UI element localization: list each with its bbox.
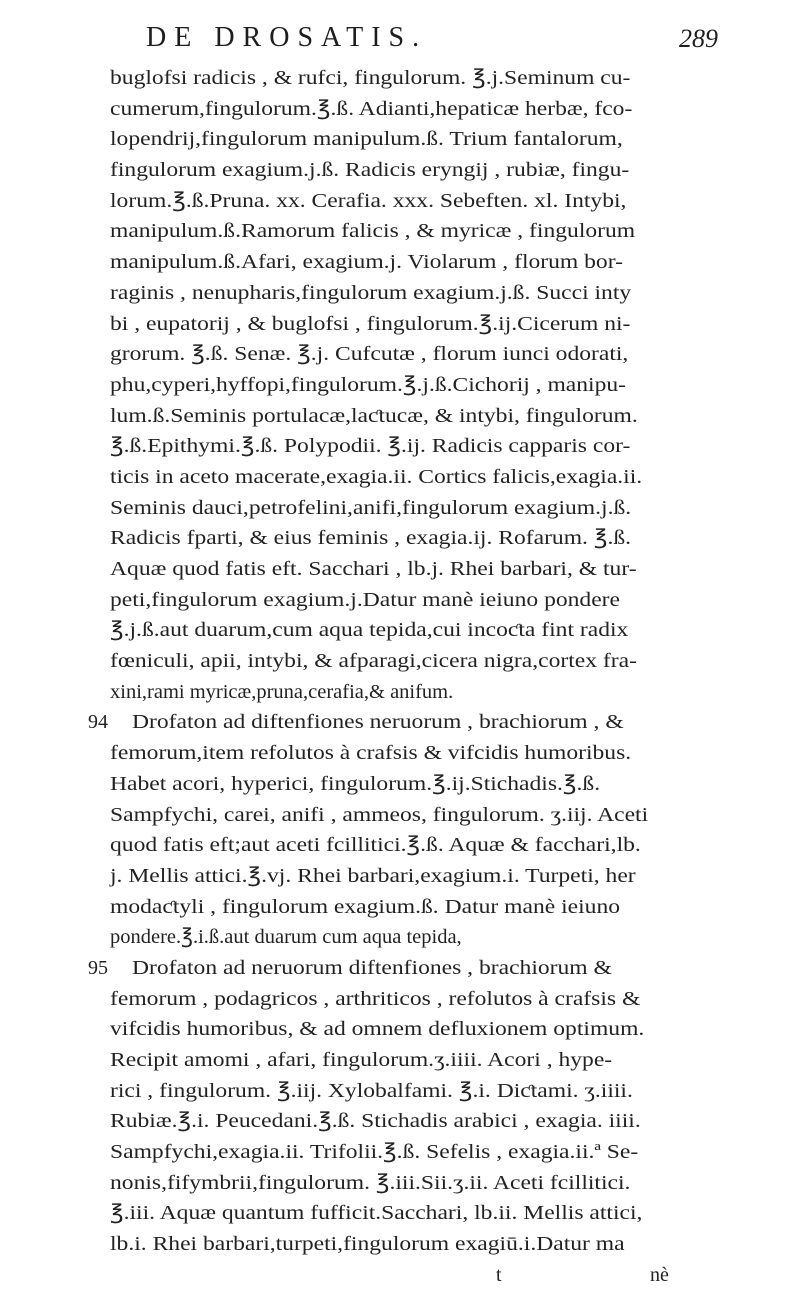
text-line	[88, 953, 710, 984]
text-line	[110, 1076, 710, 1107]
line-text: fingulorum exagium.j.ß. Radicis eryngij , rubiæ, fingu-	[110, 159, 630, 182]
line-text: quod fatis eft;aut aceti fcillitici.℥.ß. Aquæ & facchari,lb.	[110, 834, 641, 857]
page-footer	[110, 1260, 710, 1291]
text-line	[110, 615, 710, 646]
text-line	[110, 493, 710, 524]
text-line	[110, 892, 710, 923]
line-text: Radicis fparti, & eius feminis , exagia.ij. Rofarum. ℥.ß.	[110, 527, 632, 550]
text-line	[110, 431, 710, 462]
line-text: femorum,item refolutos à crafsis & vifcidis humoribus.	[110, 742, 632, 765]
line-text: ℥.ß.Epithymi.℥.ß. Polypodii. ℥.ij. Radicis capparis cor-	[110, 435, 631, 458]
line-text: xini,rami myricæ,pruna,cerafia,& anifum.	[110, 680, 454, 703]
text-line	[110, 63, 710, 94]
text-line	[110, 830, 710, 861]
line-text: ℥.j.ß.aut duarum,cum aqua tepida,cui incoƈta fint radix	[110, 619, 629, 642]
text-line	[88, 707, 710, 738]
line-text: lorum.℥.ß.Pruna. xx. Cerafia. xxx. Sebeften. xl. Intybi,	[110, 189, 627, 212]
text-line	[110, 370, 710, 401]
line-text: phu,cyperi,hyffopi,fingulorum.℥.j.ß.Cichorij , manipu-	[110, 373, 627, 396]
text-line	[110, 984, 710, 1015]
line-text: bi , eupatorij , & buglofsi , fingulorum.℥.ij.Cicerum ni-	[110, 312, 631, 335]
line-text: j. Mellis attici.℥.vj. Rhei barbari,exagium.i. Turpeti, her	[110, 864, 636, 887]
text-line	[110, 861, 710, 892]
text-line	[110, 800, 710, 831]
paragraph-number: 94	[88, 711, 108, 734]
line-text: Aquæ quod fatis eft. Sacchari , lb.j. Rhei barbari, & tur-	[110, 558, 637, 580]
catchword: nè	[650, 1263, 669, 1286]
text-line	[110, 1229, 710, 1260]
text-line	[110, 401, 710, 432]
line-text: nonis,fifymbrii,fingulorum. ℥.iii.Sii.ʒ.ii. Aceti fcillitici.	[110, 1171, 631, 1194]
line-text: lopendrij,fingulorum manipulum.ß. Trium fantalorum,	[110, 128, 623, 151]
line-text: femorum , podagricos , arthriticos , refolutos à crafsis &	[110, 987, 641, 1010]
text-line	[110, 1014, 710, 1045]
text-line	[110, 769, 710, 800]
line-text: manipulum.ß.Afari, exagium.j. Violarum , florum bor-	[110, 251, 623, 274]
text-line	[110, 309, 710, 340]
line-text: Sampfychi, carei, anifi , ammeos, fingulorum. ʒ.iij. Aceti	[110, 803, 649, 826]
line-text: Sampfychi,exagia.ii. Trifolii.℥.ß. Sefelis , exagia.ii.ª Se-	[110, 1141, 639, 1164]
text-line	[110, 1137, 710, 1168]
body-text	[88, 63, 710, 1291]
running-title: DE DROSATIS.	[146, 22, 428, 53]
text-line	[110, 247, 710, 278]
line-text: peti,fingulorum exagium.j.Datur manè ieiuno pondere	[110, 588, 621, 611]
line-text: grorum. ℥.ß. Senæ. ℥.j. Cufcutæ , florum iunci odorati,	[110, 343, 629, 366]
line-text: pondere.℥.i.ß.aut duarum cum aqua tepida,	[110, 926, 462, 949]
page-header	[118, 18, 718, 58]
line-text: Rubiæ.℥.i. Peucedani.℥.ß. Stichadis arabici , exagia. iiii.	[110, 1110, 641, 1133]
line-text: modaƈtyli , fingulorum exagium.ß. Datur manè ieiuno	[110, 895, 621, 918]
text-line	[110, 738, 710, 769]
text-line	[110, 1198, 710, 1229]
text-line	[110, 677, 710, 708]
text-line	[110, 1106, 710, 1137]
line-text: ℥.iii. Aquæ quantum fufficit.Sacchari, lb.ii. Mellis attici,	[110, 1202, 643, 1225]
text-line	[110, 124, 710, 155]
line-text: lum.ß.Seminis portulacæ,laƈtucæ, & intybi, fingulorum.	[110, 404, 638, 427]
line-text: lb.i. Rhei barbari,turpeti,fingulorum exagiū.i.Datur ma	[110, 1233, 625, 1256]
line-text: cumerum,fingulorum.℥.ß. Adianti,hepaticæ herbæ, fco-	[110, 97, 633, 120]
line-text: raginis , nenupharis,fingulorum exagium.j.ß. Succi inty	[110, 281, 632, 304]
page-number: 289	[679, 24, 718, 53]
line-text: rici , fingulorum. ℥.iij. Xylobalfami. ℥.i. Diƈtami. ʒ.iiii.	[110, 1079, 633, 1102]
text-line	[110, 155, 710, 186]
text-line	[110, 585, 710, 616]
text-line	[110, 1045, 710, 1076]
text-line	[110, 922, 710, 953]
text-line	[110, 339, 710, 370]
text-line	[110, 523, 710, 554]
line-text: buglofsi radicis , & rufci, fingulorum. ℥.j.Seminum cu-	[110, 67, 631, 89]
text-line	[110, 94, 710, 125]
text-line	[110, 186, 710, 217]
line-text: Drofaton ad neruorum diftenfiones , brachiorum &	[132, 956, 612, 979]
text-line	[110, 462, 710, 493]
text-line	[110, 278, 710, 309]
line-text: Recipit amomi , afari, fingulorum.ʒ.iiii. Acori , hype-	[110, 1049, 613, 1071]
line-text: manipulum.ß.Ramorum falicis , & myricæ , fingulorum	[110, 220, 636, 243]
text-line	[110, 554, 710, 585]
paragraph-number: 95	[88, 956, 108, 979]
line-text: Habet acori, hyperici, fingulorum.℥.ij.Stichadis.℥.ß.	[110, 772, 601, 795]
line-text: Seminis dauci,petrofelini,anifi,fingulorum exagium.j.ß.	[110, 496, 632, 519]
line-text: vifcidis humoribus, & ad omnem defluxionem optimum.	[110, 1018, 645, 1041]
signature-mark: t	[496, 1263, 502, 1286]
text-line	[110, 1168, 710, 1199]
line-text: fœniculi, apii, intybi, & afparagi,cicera nigra,cortex fra-	[110, 650, 637, 673]
line-text: Drofaton ad diftenfiones neruorum , brachiorum , &	[132, 711, 624, 734]
text-line	[110, 646, 710, 677]
line-text: ticis in aceto macerate,exagia.ii. Cortics falicis,exagia.ii.	[110, 465, 643, 488]
text-line	[110, 216, 710, 247]
